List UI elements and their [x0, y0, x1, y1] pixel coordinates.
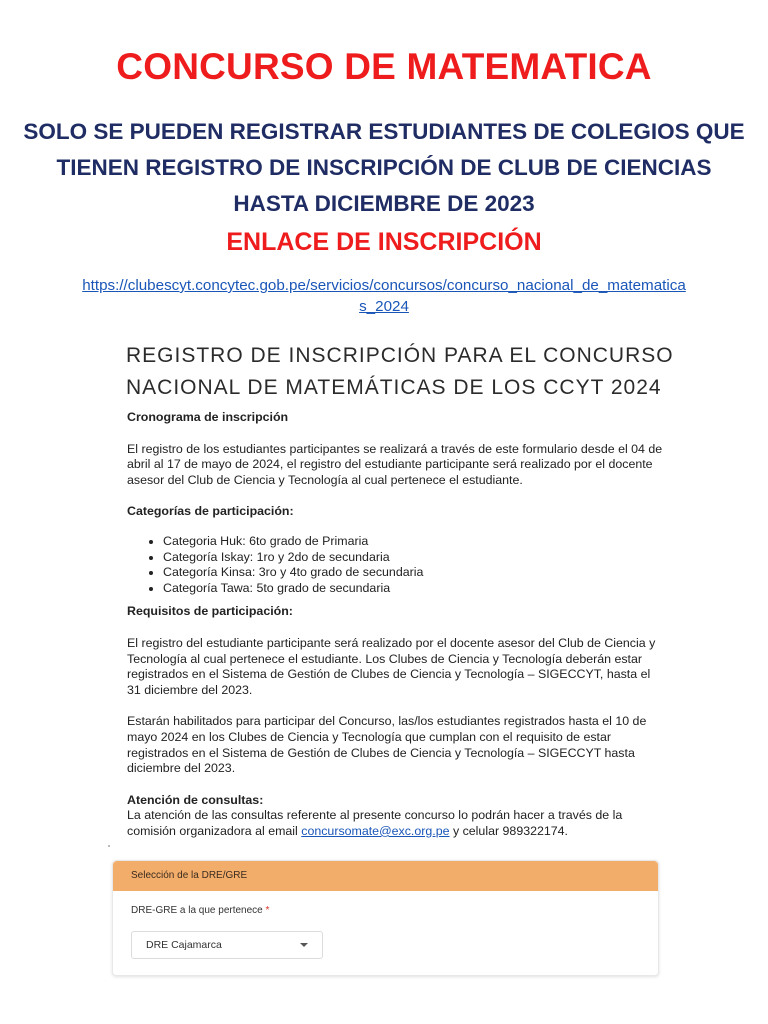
registration-link-line1[interactable]: https://clubescyt.concytec.gob.pe/servicios/concursos/concurso_nacional_de_matematica — [82, 277, 686, 294]
atencion-text — [127, 808, 667, 839]
atencion-text-after: y celular 989322174. — [449, 823, 569, 838]
dre-field-label-text: DRE-GRE a la que pertenece — [131, 905, 263, 916]
list-item: • Categoria Huk: 6to grado de Primaria — [163, 534, 667, 550]
atencion-heading: Atención de consultas: — [127, 792, 264, 807]
dre-selection-card — [112, 860, 659, 976]
atencion-text-before: La atención de las consultas referente al presente concurso lo podrán hacer a través de la comisión organizadora al email — [127, 808, 623, 838]
requisitos-paragraph-1: El registro del estudiante participante será realizado por el docente asesor del Club de Ciencia y Tecnología al cual pertenece el estudiante. Los Clubes de Ciencia y Tecnología deberán estar registrados en el Sistema de Gestión de Clubes de Ciencia y Tecnología – SIGECCYT, hasta el 31 diciembre del 2023. — [127, 635, 656, 697]
cronograma-text: El registro de los estudiantes participantes se realizará a través de este formulario desde el 04 de abril al 17 de mayo de 2024, el registro del estudiante participante será realizado por el docente asesor del Club de Ciencia y Tecnología al cual pertenece el estudiante. — [127, 441, 663, 487]
list-item: • Categoría Tawa: 5to grado de secundaria — [163, 581, 667, 597]
required-mark: * — [265, 905, 270, 916]
contact-email-link[interactable]: concursomate@exc.org.pe — [301, 823, 450, 838]
registration-notice: SOLO SE PUEDEN REGISTRAR ESTUDIANTES DE COLEGIOS QUE TIENEN REGISTRO DE INSCRIPCIÓN DE CLUB DE CIENCIAS HASTA DICIEMBRE DE 2023 — [23, 119, 745, 216]
categorias-heading: Categorías de participación: — [127, 504, 294, 519]
page-title: CONCURSO DE MATEMATICA — [116, 46, 652, 87]
dre-card-header: Selección de la DRE/GRE — [113, 861, 658, 891]
divider-dot — [108, 845, 110, 847]
dre-field-label — [131, 905, 269, 916]
requisitos-heading: Requisitos de participación: — [127, 604, 293, 619]
list-item: • Categoría Iskay: 1ro y 2do de secundaria — [163, 550, 667, 566]
form-title-line2: NACIONAL DE MATEMÁTICAS DE LOS CCYT 2024 — [126, 376, 662, 399]
cronograma-heading: Cronograma de inscripción — [127, 410, 289, 424]
form-title — [126, 340, 686, 404]
registration-link[interactable] — [44, 275, 724, 317]
dre-select[interactable] — [131, 931, 323, 959]
requisitos-paragraph-2: Estarán habilitados para participar del Concurso, las/los estudiantes registrados hasta el 10 de mayo 2024 en los Clubes de Ciencia y Tecnología que cumplan con el requisito de estar registrados en el Sistema de Gestión de Clubes de Ciencia y Tecnología – SIGECCYT hasta diciembre del 2023. — [127, 714, 647, 776]
chevron-down-icon — [300, 943, 308, 947]
link-heading: ENLACE DE INSCRIPCIÓN — [226, 228, 542, 256]
registration-link-line2[interactable]: s_2024 — [359, 298, 409, 315]
list-item: • Categoría Kinsa: 3ro y 4to grado de secundaria — [163, 565, 667, 581]
categorias-list — [127, 534, 667, 596]
form-title-line1: REGISTRO DE INSCRIPCIÓN PARA EL CONCURSO — [126, 344, 674, 367]
form-description — [127, 410, 667, 839]
dre-select-value: DRE Cajamarca — [146, 939, 222, 951]
